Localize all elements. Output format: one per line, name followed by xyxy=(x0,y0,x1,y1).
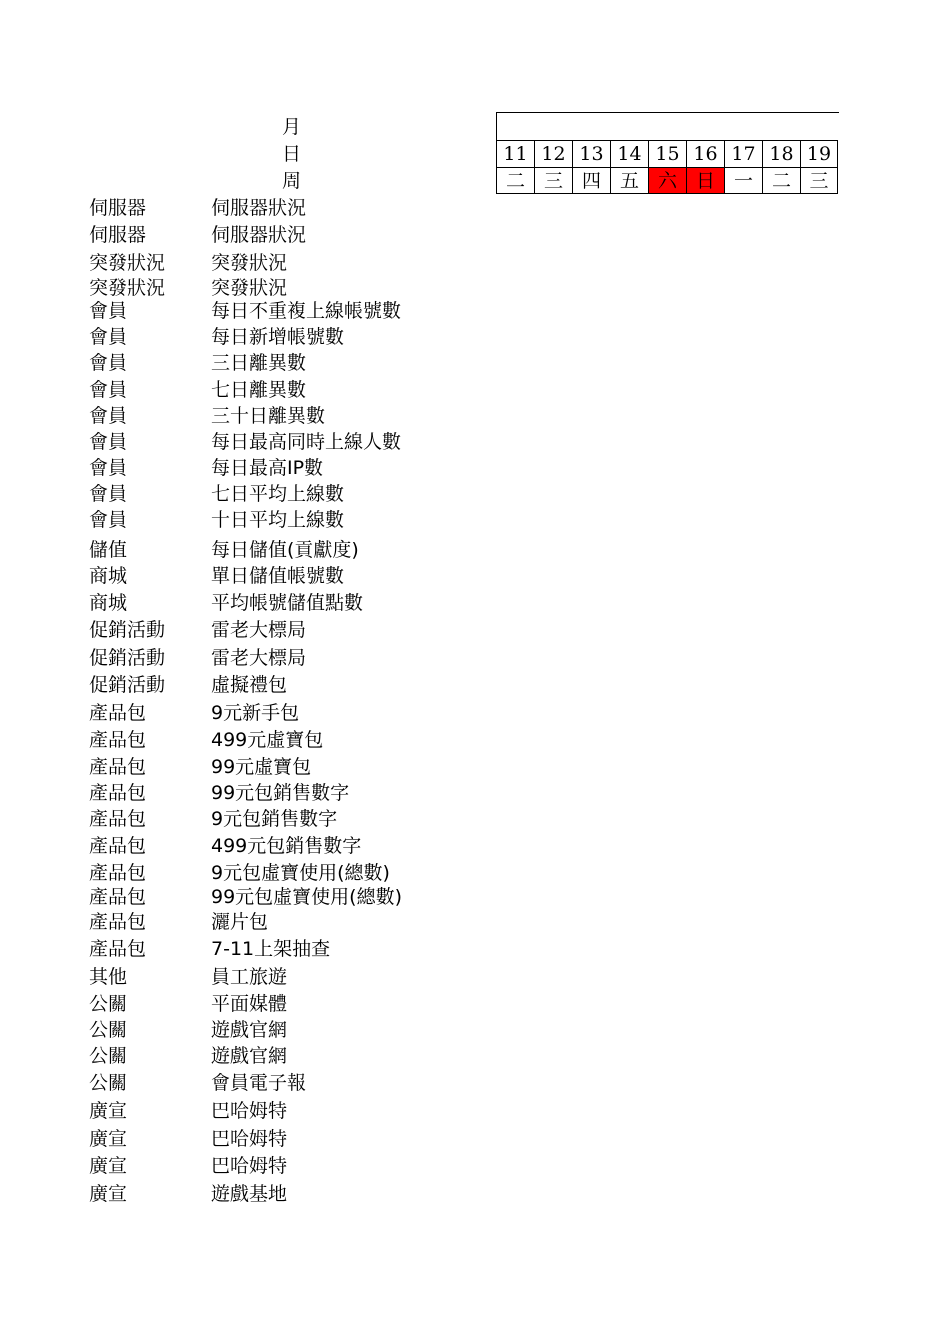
row-item: 伺服器狀況 xyxy=(211,224,307,246)
row-item: 每日儲值(貢獻度) xyxy=(211,539,359,561)
row-category: 其他 xyxy=(89,966,128,988)
row-category: 突發狀況 xyxy=(89,252,166,274)
row-category: 會員 xyxy=(89,509,128,531)
month-label: 月 xyxy=(282,116,302,138)
row-category: 會員 xyxy=(89,379,128,401)
date-cell[interactable]: 17 xyxy=(724,140,762,167)
row-category: 廣宣 xyxy=(89,1155,128,1177)
row-category: 商城 xyxy=(89,592,128,614)
row-category: 商城 xyxy=(89,565,128,587)
row-item: 每日最高同時上線人數 xyxy=(211,431,402,453)
row-item: 突發狀況 xyxy=(211,252,288,274)
row-item: 巴哈姆特 xyxy=(211,1155,288,1177)
row-item: 遊戲基地 xyxy=(211,1183,288,1205)
row-category: 會員 xyxy=(89,352,128,374)
weekday-cell[interactable]: 二 xyxy=(496,167,534,194)
row-category: 產品包 xyxy=(89,782,147,804)
row-item: 遊戲官網 xyxy=(211,1019,288,1041)
weekday-cell[interactable]: 五 xyxy=(610,167,648,194)
row-item: 99元虛寶包 xyxy=(211,756,312,778)
row-item: 七日離異數 xyxy=(211,379,307,401)
row-category: 會員 xyxy=(89,300,128,322)
row-category: 會員 xyxy=(89,457,128,479)
row-item: 每日最高IP數 xyxy=(211,457,324,479)
row-category: 促銷活動 xyxy=(89,647,166,669)
row-category: 產品包 xyxy=(89,835,147,857)
row-item: 會員電子報 xyxy=(211,1072,307,1094)
row-category: 產品包 xyxy=(89,886,147,908)
row-item: 雷老大標局 xyxy=(211,647,307,669)
row-item: 99元包虛寶使用(總數) xyxy=(211,886,403,908)
row-category: 促銷活動 xyxy=(89,619,166,641)
row-item: 灑片包 xyxy=(211,911,269,933)
row-item: 499元虛寶包 xyxy=(211,729,324,751)
row-item: 突發狀況 xyxy=(211,277,288,299)
row-item: 遊戲官網 xyxy=(211,1045,288,1067)
calendar-grid xyxy=(496,112,839,194)
row-category: 產品包 xyxy=(89,756,147,778)
row-item: 9元包銷售數字 xyxy=(211,808,338,830)
row-item: 9元包虛寶使用(總數) xyxy=(211,862,390,884)
date-cell[interactable]: 15 xyxy=(648,140,686,167)
weekday-cell-sunday[interactable]: 日 xyxy=(686,167,724,194)
row-category: 公關 xyxy=(89,1019,128,1041)
row-item: 巴哈姆特 xyxy=(211,1128,288,1150)
row-item: 499元包銷售數字 xyxy=(211,835,362,857)
row-item: 99元包銷售數字 xyxy=(211,782,350,804)
row-item: 單日儲值帳號數 xyxy=(211,565,345,587)
row-category: 會員 xyxy=(89,483,128,505)
row-category: 會員 xyxy=(89,326,128,348)
row-category: 公關 xyxy=(89,1072,128,1094)
weekday-cell[interactable]: 一 xyxy=(724,167,762,194)
row-category: 產品包 xyxy=(89,862,147,884)
row-item: 9元新手包 xyxy=(211,702,300,724)
row-category: 廣宣 xyxy=(89,1100,128,1122)
day-label: 日 xyxy=(282,143,302,165)
row-category: 會員 xyxy=(89,405,128,427)
row-item: 每日不重複上線帳號數 xyxy=(211,300,402,322)
row-item: 巴哈姆特 xyxy=(211,1100,288,1122)
date-cell[interactable]: 13 xyxy=(572,140,610,167)
weekdays-row xyxy=(496,167,839,194)
row-category: 促銷活動 xyxy=(89,674,166,696)
row-category: 廣宣 xyxy=(89,1183,128,1205)
row-category: 公關 xyxy=(89,993,128,1015)
row-category: 儲值 xyxy=(89,539,128,561)
row-item: 伺服器狀況 xyxy=(211,197,307,219)
row-category: 伺服器 xyxy=(89,197,147,219)
date-cell[interactable]: 12 xyxy=(534,140,572,167)
row-item: 雷老大標局 xyxy=(211,619,307,641)
row-category: 廣宣 xyxy=(89,1128,128,1150)
row-category: 伺服器 xyxy=(89,224,147,246)
week-label: 周 xyxy=(282,170,302,192)
dates-row xyxy=(496,140,839,167)
weekday-cell[interactable]: 三 xyxy=(534,167,572,194)
row-category: 會員 xyxy=(89,431,128,453)
weekday-cell[interactable]: 三 xyxy=(800,167,838,194)
date-cell[interactable]: 14 xyxy=(610,140,648,167)
row-item: 員工旅遊 xyxy=(211,966,288,988)
date-cell[interactable]: 16 xyxy=(686,140,724,167)
row-item: 每日新增帳號數 xyxy=(211,326,345,348)
row-item: 七日平均上線數 xyxy=(211,483,345,505)
row-category: 產品包 xyxy=(89,938,147,960)
row-category: 產品包 xyxy=(89,702,147,724)
row-category: 產品包 xyxy=(89,729,147,751)
weekday-cell[interactable]: 二 xyxy=(762,167,800,194)
weekday-cell-saturday[interactable]: 六 xyxy=(648,167,686,194)
row-item: 平均帳號儲值點數 xyxy=(211,592,364,614)
row-item: 平面媒體 xyxy=(211,993,288,1015)
row-item: 虛擬禮包 xyxy=(211,674,288,696)
date-cell[interactable]: 11 xyxy=(496,140,534,167)
row-item: 三日離異數 xyxy=(211,352,307,374)
row-category: 突發狀況 xyxy=(89,277,166,299)
date-cell[interactable]: 19 xyxy=(800,140,838,167)
row-item: 三十日離異數 xyxy=(211,405,326,427)
row-category: 產品包 xyxy=(89,911,147,933)
row-item: 7-11上架抽查 xyxy=(211,938,331,960)
month-row xyxy=(496,112,839,140)
row-category: 產品包 xyxy=(89,808,147,830)
date-cell[interactable]: 18 xyxy=(762,140,800,167)
row-item: 十日平均上線數 xyxy=(211,509,345,531)
weekday-cell[interactable]: 四 xyxy=(572,167,610,194)
row-category: 公關 xyxy=(89,1045,128,1067)
